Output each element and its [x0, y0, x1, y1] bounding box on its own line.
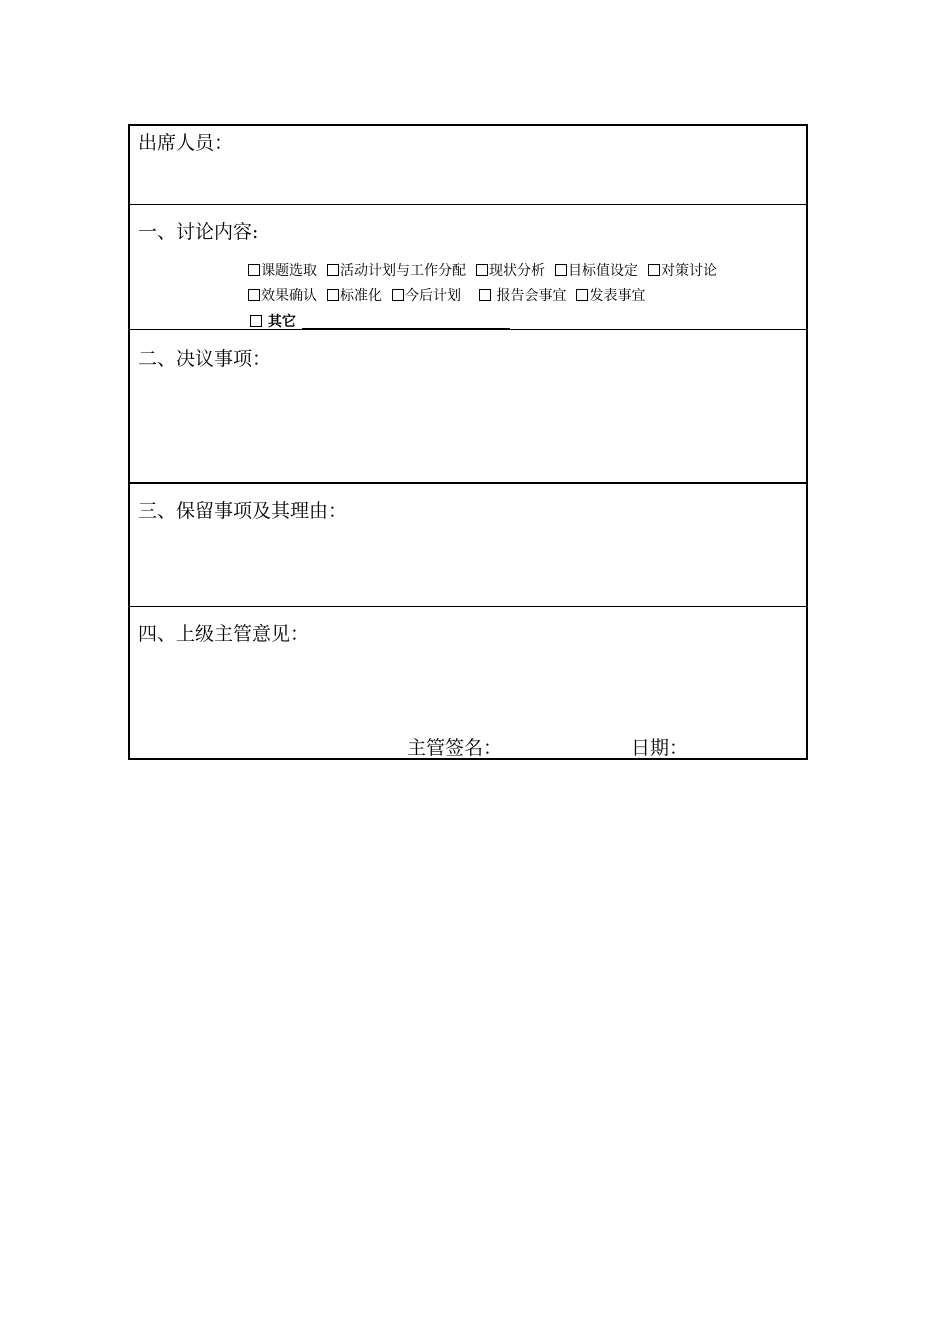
- date-label: 日期：: [631, 737, 689, 759]
- supervisor-label: 四、上级主管意见：: [138, 623, 310, 645]
- signature-label: 主管签名：: [407, 737, 503, 759]
- option-countermeasure[interactable]: 对策讨论: [648, 259, 717, 284]
- checkbox-icon[interactable]: [555, 264, 567, 276]
- attendees-section: [130, 126, 806, 205]
- option-activity-plan[interactable]: 活动计划与工作分配: [327, 259, 466, 284]
- option-standardization[interactable]: 标准化: [327, 284, 382, 309]
- discussion-label: 一、讨论内容:: [138, 221, 259, 243]
- option-effect-confirmation[interactable]: 效果确认: [248, 284, 317, 309]
- checkbox-icon[interactable]: [327, 264, 339, 276]
- attendees-label: 出席人员：: [138, 132, 234, 154]
- checkbox-icon[interactable]: [248, 289, 260, 301]
- discussion-section: [130, 205, 806, 330]
- checkbox-icon[interactable]: [479, 289, 491, 301]
- meeting-record-form: [128, 124, 808, 760]
- checkbox-icon[interactable]: [648, 264, 660, 276]
- checkbox-icon[interactable]: [248, 264, 260, 276]
- resolutions-section: [130, 330, 806, 484]
- checkbox-icon[interactable]: [392, 289, 404, 301]
- other-input-line[interactable]: [302, 314, 510, 329]
- options-row-2: [248, 284, 717, 309]
- reserved-section: [130, 484, 806, 607]
- option-topic-selection[interactable]: 课题选取: [248, 259, 317, 284]
- options-row-1: [248, 259, 717, 284]
- checkbox-icon[interactable]: [576, 289, 588, 301]
- checkbox-icon[interactable]: [476, 264, 488, 276]
- option-publication[interactable]: 发表事宜: [576, 284, 645, 309]
- other-label: 其它: [267, 314, 296, 330]
- checkbox-icon[interactable]: [327, 289, 339, 301]
- option-status-analysis[interactable]: 现状分析: [476, 259, 545, 284]
- checkbox-icon[interactable]: [250, 315, 262, 327]
- discussion-options: [248, 259, 717, 309]
- reserved-label: 三、保留事项及其理由：: [138, 500, 348, 522]
- resolutions-label: 二、决议事项：: [138, 348, 272, 370]
- supervisor-section: [130, 607, 806, 758]
- option-report-meeting[interactable]: 报告会事宜: [479, 284, 566, 309]
- option-target-setting[interactable]: 目标值设定: [555, 259, 638, 284]
- option-future-plan[interactable]: 今后计划: [392, 284, 461, 309]
